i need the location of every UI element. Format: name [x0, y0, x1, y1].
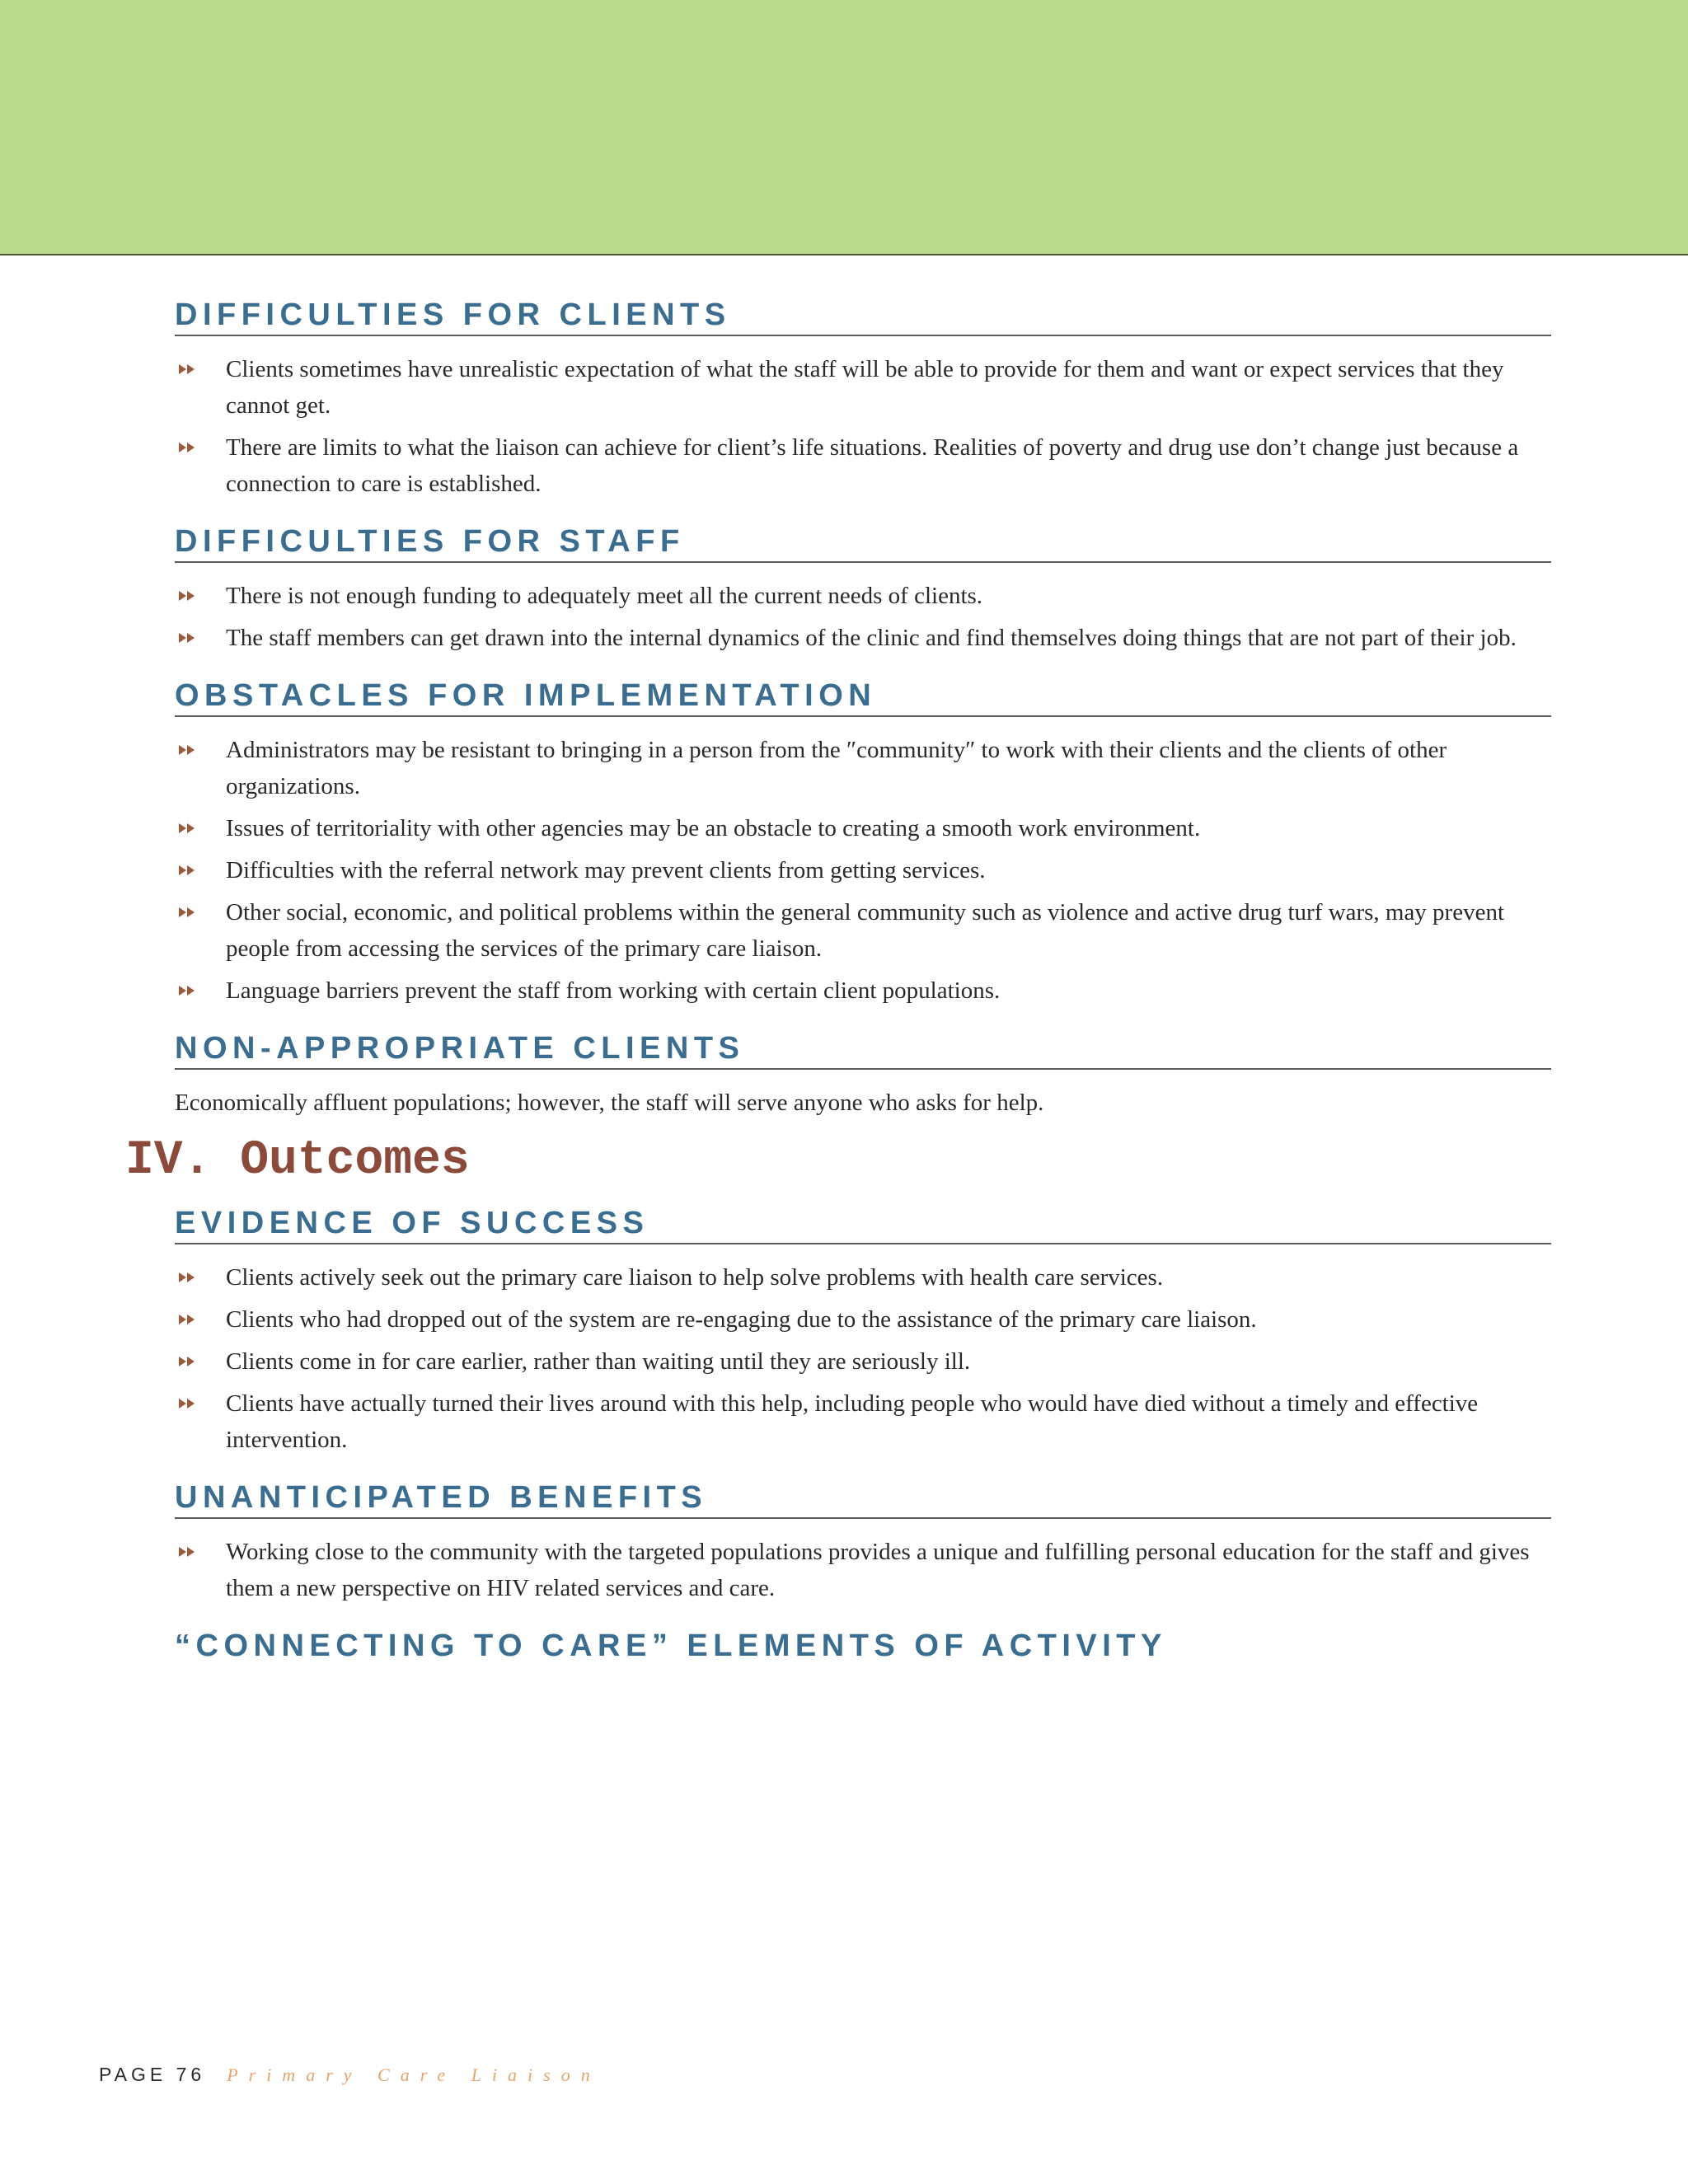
double-chevron-right-icon: [178, 907, 196, 918]
list-item-text: Working close to the community with the targeted populations provides a unique and fulfilling personal education for the staff and gives them a new perspective on HIV related services and care.: [226, 1539, 1530, 1601]
list-item: [175, 1301, 1551, 1338]
double-chevron-right-icon: [178, 1398, 196, 1409]
list-item: [175, 972, 1551, 1009]
header-band: [0, 0, 1688, 255]
section-heading: DIFFICULTIES FOR STAFF: [175, 523, 1551, 563]
double-chevron-right-icon: [178, 1546, 196, 1558]
section-difficulties-clients: [175, 297, 1551, 502]
list-item-text: Clients actively seek out the primary care liaison to help solve problems with health care services.: [226, 1264, 1164, 1291]
list-item: [175, 894, 1551, 967]
page-content: [125, 297, 1551, 1680]
double-chevron-right-icon: [178, 590, 196, 602]
section-heading: NON-APPROPRIATE CLIENTS: [175, 1030, 1551, 1070]
list-item-text: Other social, economic, and political problems within the general community such as violence and active drug turf wars, may prevent people from accessing the services of the primary care liaison.: [226, 899, 1505, 962]
list-item-text: The staff members can get drawn into the internal dynamics of the clinic and find themselves doing things that are not part of their job.: [226, 625, 1517, 651]
list-item: [175, 1534, 1551, 1606]
list-item-text: Administrators may be resistant to bringing in a person from the ″community″ to work with their clients and the clients of other organizations.: [226, 737, 1447, 799]
section-non-appropriate: [175, 1030, 1551, 1121]
list-item-text: There are limits to what the liaison can achieve for client’s life situations. Realities of poverty and drug use don’t change just because a connection to care is established.: [226, 434, 1519, 497]
list-item: [175, 578, 1551, 614]
page-footer: [99, 2064, 601, 2086]
double-chevron-right-icon: [178, 442, 196, 453]
list-item: [175, 429, 1551, 502]
section-heading: EVIDENCE OF SUCCESS: [175, 1205, 1551, 1244]
list-item: [175, 1385, 1551, 1458]
list-item: [175, 620, 1551, 656]
list-item-text: There is not enough funding to adequately meet all the current needs of clients.: [226, 583, 983, 609]
list-item-text: Issues of territoriality with other agencies may be an obstacle to creating a smooth work environment.: [226, 815, 1201, 841]
bullet-list: [175, 351, 1551, 502]
list-item-text: Clients come in for care earlier, rather than waiting until they are seriously ill.: [226, 1348, 971, 1375]
bullet-list: [175, 1534, 1551, 1606]
list-item: [175, 732, 1551, 804]
section-connecting: [175, 1628, 1551, 1666]
section-heading: “CONNECTING TO CARE” ELEMENTS OF ACTIVITY: [175, 1629, 1167, 1663]
section-heading: DIFFICULTIES FOR CLIENTS: [175, 297, 1551, 336]
running-title: Primary Care Liaison: [227, 2064, 601, 2085]
list-item-text: Clients sometimes have unrealistic expectation of what the staff will be able to provide for them and want or expect services that they cannot get.: [226, 356, 1504, 419]
bullet-list: [175, 578, 1551, 656]
double-chevron-right-icon: [178, 1272, 196, 1283]
list-item: [175, 852, 1551, 888]
list-item-text: Clients who had dropped out of the system are re-engaging due to the assistance of the primary care liaison.: [226, 1306, 1257, 1333]
chapter-title: IV. Outcomes: [125, 1134, 470, 1188]
bullet-list: [175, 732, 1551, 1009]
double-chevron-right-icon: [178, 865, 196, 876]
paragraph: Economically affluent populations; however, the staff will serve anyone who asks for help.: [175, 1090, 1044, 1116]
double-chevron-right-icon: [178, 744, 196, 756]
page-number: PAGE 76: [99, 2064, 206, 2085]
section-obstacles: [175, 677, 1551, 1009]
double-chevron-right-icon: [178, 632, 196, 644]
double-chevron-right-icon: [178, 363, 196, 375]
list-item-text: Language barriers prevent the staff from working with certain client populations.: [226, 977, 1001, 1004]
section-heading: OBSTACLES FOR IMPLEMENTATION: [175, 677, 1551, 717]
list-item: [175, 1259, 1551, 1296]
section-heading: UNANTICIPATED BENEFITS: [175, 1479, 1551, 1519]
double-chevron-right-icon: [178, 1356, 196, 1367]
list-item-text: Clients have actually turned their lives around with this help, including people who would have died without a timely and effective intervention.: [226, 1390, 1479, 1453]
list-item: [175, 810, 1551, 846]
double-chevron-right-icon: [178, 823, 196, 834]
list-item: [175, 351, 1551, 424]
list-item: [175, 1343, 1551, 1380]
double-chevron-right-icon: [178, 985, 196, 996]
section-unanticipated: [175, 1479, 1551, 1606]
double-chevron-right-icon: [178, 1314, 196, 1325]
bullet-list: [175, 1259, 1551, 1458]
list-item-text: Difficulties with the referral network may prevent clients from getting services.: [226, 857, 986, 883]
section-evidence: [175, 1205, 1551, 1458]
section-difficulties-staff: [175, 523, 1551, 656]
